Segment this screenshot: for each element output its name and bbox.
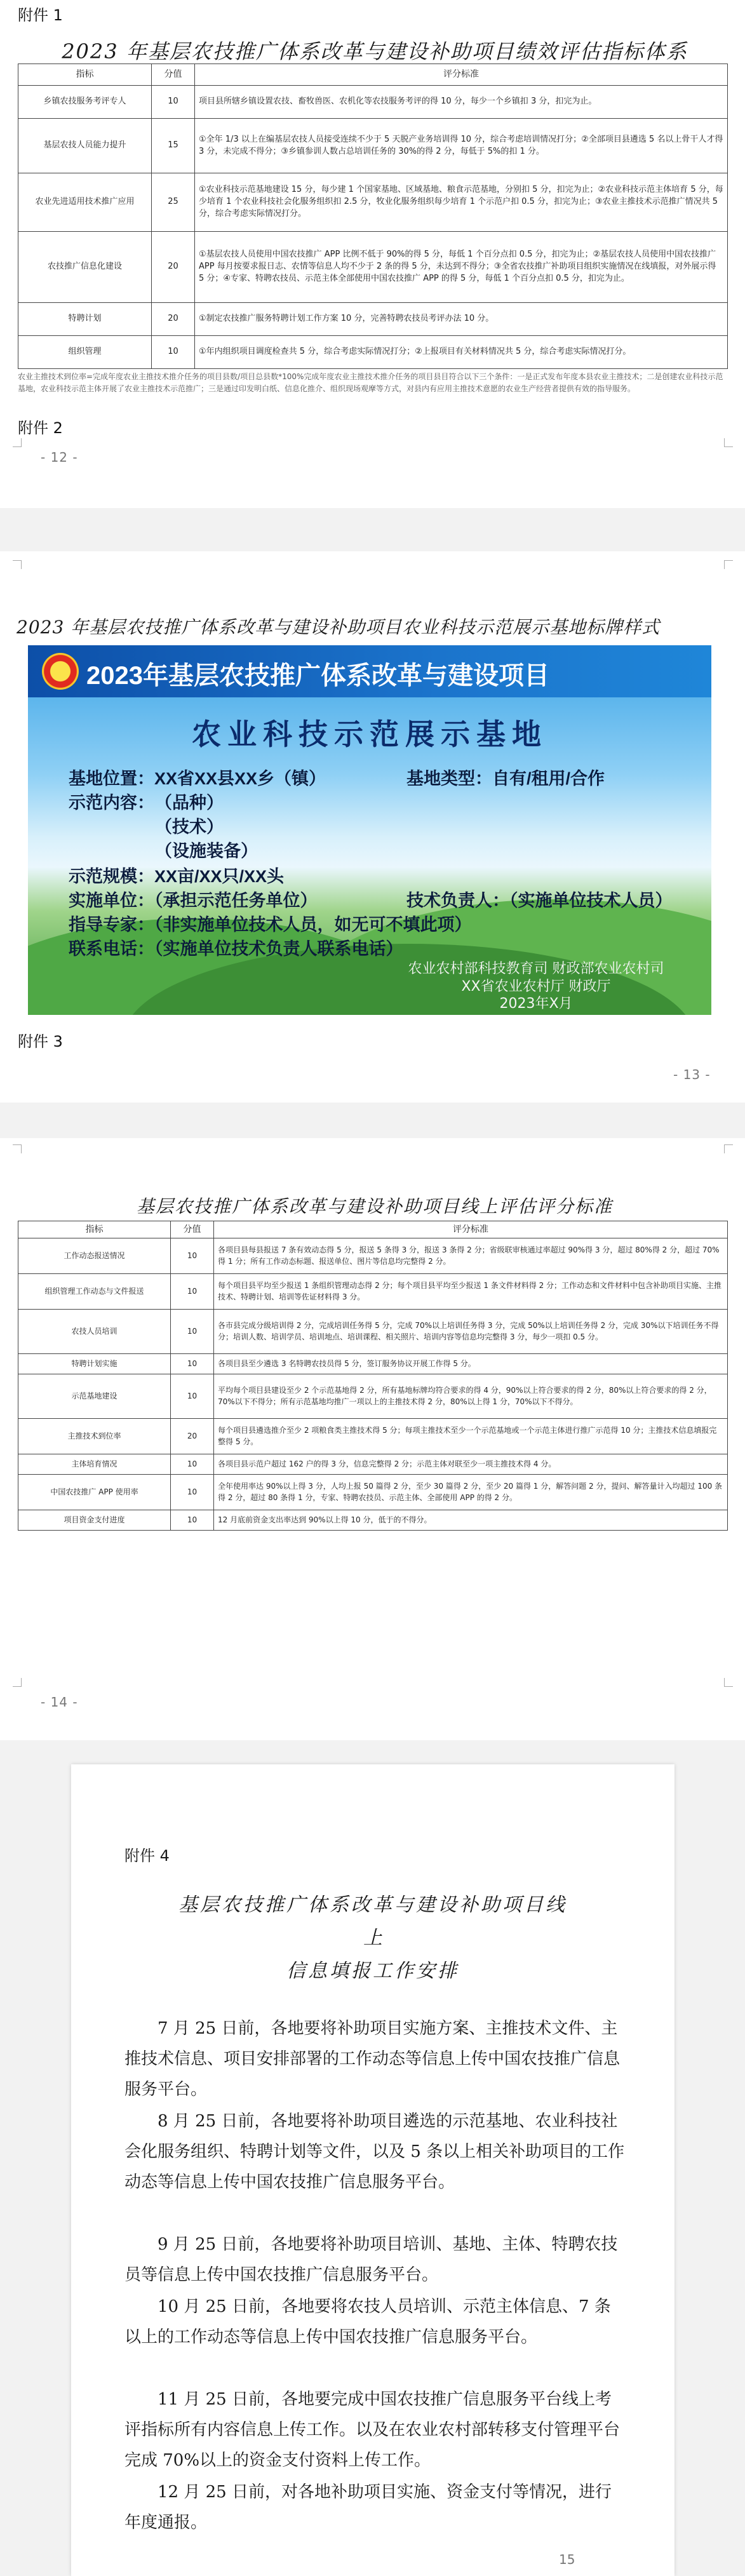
table-row xyxy=(18,1274,728,1310)
row-criteria: 每个项目县遴选推介至少 2 项粮食类主推技术得 5 分；每项主推技术至少一个示范基地或一个示范主体进行推广示范得 10 分；主推技术信息填报完整得 5 分。 xyxy=(214,1419,728,1454)
signoff-line-2: XX省农业农村厅 财政厅 xyxy=(461,978,611,995)
row-score: 25 xyxy=(152,173,195,232)
crop-mark xyxy=(13,560,22,569)
row-criteria: ①制定农技推广服务特聘计划工作方案 10 分，完善特聘农技员考评办法 10 分。 xyxy=(195,303,728,336)
header-score: 分值 xyxy=(171,1221,214,1238)
row-criteria: ①年内组织项目调度检查共 5 分，综合考虑实际情况打分；②上报项目有关材料情况共 5 分，综合考虑实际情况打分。 xyxy=(195,336,728,369)
schedule-paragraph-2: 8 月 25 日前，各地要将补助项目遴选的示范基地、农业科技社会化服务组织、特聘计划等文件，以及 5 条以上相关补助项目的工作动态等信息上传中国农技推广信息服务平台。 xyxy=(124,2112,625,2192)
header-score: 分值 xyxy=(152,64,195,86)
row-criteria: ①农业科技示范基地建设 15 分，每少建 1 个国家基地、区域基地、粮食示范基地，分别扣 5 分，扣完为止；②农业科技示范主体培育 5 分，每少培育 1 个农业科技社会化服务组织扣 2.5 分，牧业化服务组织每少培育 1 个示范户扣 0.5 分，扣完为止；③农业主推技术示范推广情况共 5 分，综合考虑实际情况打分。 xyxy=(195,173,728,232)
row-indicator: 乡镇农技服务考评专人 xyxy=(18,86,152,119)
row-indicator: 基层农技人员能力提升 xyxy=(18,119,152,173)
row-indicator: 特聘计划实施 xyxy=(18,1354,171,1374)
field-content-tech: （技术） xyxy=(155,817,224,836)
field-tech-lead: 技术负责人：（实施单位技术人员） xyxy=(406,891,673,910)
header-criteria: 评分标准 xyxy=(214,1221,728,1238)
row-score: 10 xyxy=(171,1475,214,1510)
crop-mark xyxy=(13,1678,22,1687)
row-score: 10 xyxy=(152,336,195,369)
page1-title: 2023 年基层农技推广体系改革与建设补助项目绩效评估指标体系 xyxy=(62,39,688,64)
page-12 xyxy=(0,0,745,508)
row-criteria: ①基层农技人员使用中国农技推广 APP 比例不低于 90%的得 5 分，每低 1 个百分点扣 0.5 分，扣完为止；②基层农技人员使用中国农技推广 APP 每月按要求报日志、农情等信息人均不少于 2 条的得 5 分，未达到不得分；③全省农技推广补助项目组织实施情况在线填报，对外展示得 5 分；④专家、特聘农技员、示范主体全部使用中国农技推广 APP 的得 5 分，每低 1 个百分点扣 0.5 分，扣完为止。 xyxy=(195,232,728,303)
row-indicator: 主体培育情况 xyxy=(18,1454,171,1475)
row-indicator: 农技人员培训 xyxy=(18,1310,171,1354)
crop-mark xyxy=(724,1144,733,1153)
table-row xyxy=(18,303,728,336)
row-indicator: 示范基地建设 xyxy=(18,1374,171,1419)
row-score: 10 xyxy=(171,1274,214,1310)
row-score: 10 xyxy=(171,1510,214,1531)
row-score: 10 xyxy=(171,1238,214,1274)
evaluation-index-table xyxy=(18,64,728,369)
agri-logo-icon xyxy=(42,653,79,690)
field-content-equipment: （设施装备） xyxy=(155,842,258,861)
table-row xyxy=(18,1310,728,1354)
page4-title-line-1: 基层农技推广体系改革与建设补助项目线 xyxy=(178,1894,567,1916)
row-criteria: 各项目县每县报送 7 条有效动态得 5 分，报送 5 条得 3 分，报送 3 条得 2 分；省级联审核通过率超过 90%得 3 分，超过 80%得 2 分，超过 70%得 1 分；所有工作动态标题、报送单位、图片等信息均完整得 2 分。 xyxy=(214,1238,728,1274)
signboard-banner xyxy=(28,645,711,697)
signboard-signoff xyxy=(396,960,676,1013)
page-number-14: - 14 - xyxy=(41,1694,78,1710)
table-row xyxy=(18,1510,728,1531)
field-scale: 示范规模：XX亩/XX只/XX头 xyxy=(69,867,285,886)
row-criteria: 项目县所辖乡镇设置农技、畜牧兽医、农机化等农技服务考评的得 10 分，每少一个乡镇扣 3 分，扣完为止。 xyxy=(195,86,728,119)
row-indicator: 特聘计划 xyxy=(18,303,152,336)
row-score: 10 xyxy=(171,1310,214,1354)
online-evaluation-table xyxy=(18,1221,728,1531)
row-score: 15 xyxy=(152,119,195,173)
crop-mark xyxy=(724,438,733,447)
page4-title-line-3: 信息填报工作安排 xyxy=(286,1960,459,1982)
row-indicator: 农技推广信息化建设 xyxy=(18,232,152,303)
row-criteria: 全年使用率达 90%以上得 3 分，人均上报 50 篇得 2 分，至少 30 篇得 2 分，至少 20 篇得 1 分，解答问题 2 分，提问、解答量计入均超过 100 条得 2 分，超过 80 条得 1 分，专家、特聘农技员、示范主体、全部使用 APP 的得 2 分。 xyxy=(214,1475,728,1510)
table-header-row xyxy=(18,64,728,86)
crop-mark xyxy=(724,1678,733,1687)
field-unit: 实施单位：（承担示范任务单位） xyxy=(69,891,318,910)
banner-title: 2023年基层农技推广体系改革与建设项目 xyxy=(86,662,549,690)
table-row xyxy=(18,173,728,232)
table-row xyxy=(18,336,728,369)
row-indicator: 工作动态报送情况 xyxy=(18,1238,171,1274)
row-indicator: 组织管理工作动态与文件报送 xyxy=(18,1274,171,1310)
row-score: 20 xyxy=(171,1419,214,1454)
crop-mark xyxy=(13,1144,22,1153)
schedule-paragraph-5: 11 月 25 日前，各地要完成中国农技推广信息服务平台线上考评指标所有内容信息上传工作。以及在农业农村部转移支付管理平台完成 70%以上的资金支付资料上传工作。 xyxy=(124,2390,621,2470)
row-indicator: 项目资金支付进度 xyxy=(18,1510,171,1531)
row-criteria: 各项目县至少遴选 3 名特聘农技员得 5 分，签订服务协议开展工作得 5 分。 xyxy=(214,1354,728,1374)
table-row xyxy=(18,1374,728,1419)
page-14 xyxy=(0,1138,745,1740)
signoff-line-1: 农业农村部科技教育司 财政部农业农村司 xyxy=(408,961,664,977)
field-content-label: 示范内容： xyxy=(69,793,154,812)
crop-mark xyxy=(13,438,22,447)
table-row xyxy=(18,1475,728,1510)
attachment-label-3: 附件 3 xyxy=(18,1033,63,1050)
row-score: 10 xyxy=(171,1454,214,1475)
row-criteria: 12 月底前资金支出率达到 90%以上得 10 分，低于的不得分。 xyxy=(214,1510,728,1531)
schedule-paragraph-6: 12 月 25 日前，对各地补助项目实施、资金支付等情况，进行年度通报。 xyxy=(124,2483,612,2532)
page4-title-line-2: 上 xyxy=(363,1927,382,1949)
signoff-line-3: 2023年X月 xyxy=(499,996,573,1012)
row-score: 10 xyxy=(152,86,195,119)
field-phone: 联系电话：（实施单位技术负责人联系电话） xyxy=(69,939,403,958)
row-indicator: 组织管理 xyxy=(18,336,152,369)
table-row xyxy=(18,1419,728,1454)
row-score: 10 xyxy=(171,1374,214,1419)
row-criteria: 每个项目县平均至少报送 1 条组织管理动态得 2 分；每个项目县平均至少报送 1 条文件材料得 2 分；工作动态和文件材料中包含补助项目实施、主推技术、特聘计划、培训等佐证材料得 3 分。 xyxy=(214,1274,728,1310)
row-score: 20 xyxy=(152,232,195,303)
schedule-paragraph-4: 10 月 25 日前，各地要将农技人员培训、示范主体信息、7 条以上的工作动态等信息上传中国农技推广信息服务平台。 xyxy=(124,2297,611,2347)
header-indicator: 指标 xyxy=(18,64,152,86)
page-number-13: - 13 - xyxy=(673,1067,711,1082)
table-row xyxy=(18,119,728,173)
row-criteria: ①全年 1/3 以上在编基层农技人员接受连续不少于 5 天脱产业务培训得 10 分，综合考虑培训情况打分；②全部项目县遴选 5 名以上骨干人才得 3 分，未完成不得分；③乡镇参训人数占总培训任务的 30%的得 2 分，每低于 5%的扣 1 分。 xyxy=(195,119,728,173)
row-indicator: 主推技术到位率 xyxy=(18,1419,171,1454)
header-criteria: 评分标准 xyxy=(195,64,728,86)
signboard-title: 农业科技示范展示基地 xyxy=(192,718,547,751)
table-header-row xyxy=(18,1221,728,1238)
attachment-label-1: 附件 1 xyxy=(18,6,63,24)
page3-title: 基层农技推广体系改革与建设补助项目线上评估评分标准 xyxy=(136,1196,613,1217)
table-row xyxy=(18,1238,728,1274)
attachment-label-2: 附件 2 xyxy=(18,419,63,437)
table-row xyxy=(18,86,728,119)
attachment-label-4: 附件 4 xyxy=(124,1847,170,1865)
field-type: 基地类型：自有/租用/合作 xyxy=(406,769,605,788)
demo-base-signboard xyxy=(28,645,711,1015)
field-content-variety: （品种） xyxy=(155,793,224,812)
page1-footnote: 农业主推技术到位率=完成年度农业主推技术推介任务的项目县数/项目总县数*100%完成年度农业主推技术推介任务的项目县目符合以下三个条件：一是正式发布年度本县农业主推技术；二是创建农业科技示范基地，农业科技示范主体开展了农业主推技术示范推广；三是通过印发明白纸、信息化推介、组织现场观摩等方式，对县内有应用主推技术意愿的农业生产经营者提供有效的指导服务。 xyxy=(18,372,723,394)
row-score: 10 xyxy=(171,1354,214,1374)
header-indicator: 指标 xyxy=(18,1221,171,1238)
row-score: 20 xyxy=(152,303,195,336)
table-row xyxy=(18,1454,728,1475)
field-location: 基地位置：XX省XX县XX乡（镇） xyxy=(69,769,326,788)
page-number-15: 15 xyxy=(559,2552,575,2567)
page-15 xyxy=(71,1764,675,2576)
page-number-12: - 12 - xyxy=(41,450,78,465)
schedule-paragraph-1: 7 月 25 日前，各地要将补助项目实施方案、主推技术文件、主推技术信息、项目安排部署的工作动态等信息上传中国农技推广信息服务平台。 xyxy=(124,2019,621,2099)
row-criteria: 各市县完成分级培训得 2 分，完成培训任务得 5 分，完成 70%以上培训任务得 3 分，完成 50%以上培训任务得 2 分，完成 30%以下培训任务不得分；培训人数、培训学员、培训地点、培训课程、相关照片、培训内容等信息均完整得 3 分，每少一项扣 0.5 分。 xyxy=(214,1310,728,1354)
schedule-paragraph-3: 9 月 25 日前，各地要将补助项目培训、基地、主体、特聘农技员等信息上传中国农技推广信息服务平台。 xyxy=(124,2235,618,2284)
row-indicator: 农业先进适用技术推广应用 xyxy=(18,173,152,232)
row-indicator: 中国农技推广 APP 使用率 xyxy=(18,1475,171,1510)
row-criteria: 各项目县示范户超过 162 户的得 3 分，信息完整得 2 分；示范主体对联至少一项主推技术得 4 分。 xyxy=(214,1454,728,1475)
crop-mark xyxy=(724,560,733,569)
table-row xyxy=(18,1354,728,1374)
field-expert: 指导专家：（非实施单位技术人员，如无可不填此项） xyxy=(69,915,472,934)
row-criteria: 平均每个项目县建设至少 2 个示范基地得 2 分，所有基地标牌均符合要求的得 4 分，90%以上符合要求的得 2 分，80%以上符合要求的得 2 分，70%以下不得分；所有示范基地均推广一项以上的主推技术得 2 分，80%以上得 1 分，70%以下不得分。 xyxy=(214,1374,728,1419)
page2-title: 2023 年基层农技推广体系改革与建设补助项目农业科技示范展示基地标牌样式 xyxy=(17,617,661,638)
table-row xyxy=(18,232,728,303)
